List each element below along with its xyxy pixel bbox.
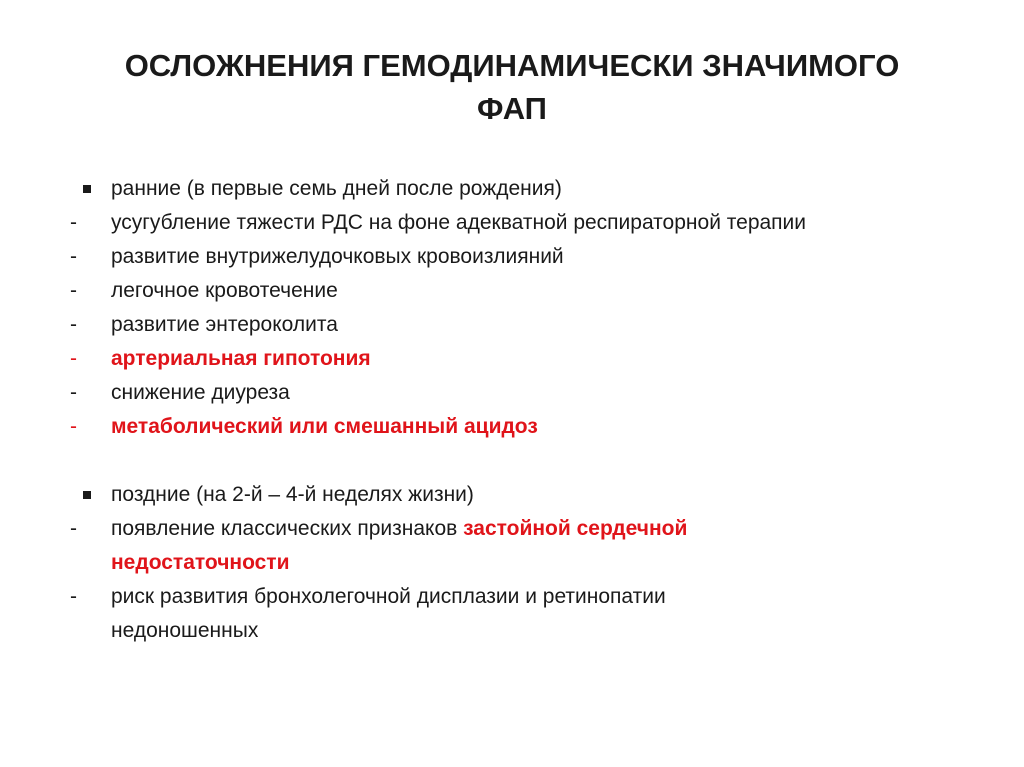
square-bullet-icon <box>70 478 100 512</box>
list-item-text: развитие энтероколита <box>111 313 338 336</box>
list-item-text: риск развития бронхолегочной дисплазии и ретинопатии <box>111 585 666 608</box>
spacer <box>70 444 990 478</box>
early-heading: ранние (в первые семь дней после рождения) <box>111 177 562 200</box>
dash-marker: - <box>70 347 77 370</box>
dash-marker: - <box>70 245 77 268</box>
late-heading-row <box>70 478 990 512</box>
complications-list <box>70 172 990 648</box>
list-item-text: метаболический или смешанный ацидоз <box>111 415 538 438</box>
list-item-highlight <box>70 410 990 444</box>
list-item <box>70 376 990 410</box>
late-heading: поздние (на 2-й – 4-й неделях жизни) <box>111 483 474 506</box>
list-item <box>70 206 990 240</box>
list-item <box>70 240 990 274</box>
list-item <box>70 580 990 614</box>
list-item-prefix: появление классических признаков <box>111 517 464 540</box>
list-item-text: снижение диуреза <box>111 381 290 404</box>
square-bullet-icon <box>70 172 100 206</box>
list-item-text: недоношенных <box>111 619 259 642</box>
title-line-2: ФАП <box>477 91 547 126</box>
title-line-1: ОСЛОЖНЕНИЯ ГЕМОДИНАМИЧЕСКИ ЗНАЧИМОГО <box>124 48 900 83</box>
list-item-text: развитие внутрижелудочковых кровоизлияний <box>111 245 564 268</box>
dash-marker: - <box>70 585 77 608</box>
dash-marker: - <box>70 381 77 404</box>
dash-marker: - <box>70 415 77 438</box>
dash-marker: - <box>70 279 77 302</box>
list-item-continuation <box>70 546 990 580</box>
list-item-text: усугубление тяжести РДС на фоне адекватной респираторной терапии <box>111 211 807 234</box>
list-item-highlight-text: недостаточности <box>111 551 290 574</box>
list-item-text: артериальная гипотония <box>111 347 371 370</box>
dash-marker: - <box>70 517 77 540</box>
list-item-highlight-text: застойной сердечной <box>463 517 688 540</box>
list-item <box>70 308 990 342</box>
list-item-text: легочное кровотечение <box>111 279 338 302</box>
list-item-continuation <box>70 614 990 648</box>
dash-marker: - <box>70 211 77 234</box>
list-item <box>70 512 990 546</box>
dash-marker: - <box>70 313 77 336</box>
list-item-highlight <box>70 342 990 376</box>
slide-title <box>0 44 1024 130</box>
list-item <box>70 274 990 308</box>
early-heading-row <box>70 172 990 206</box>
list-item-text <box>111 512 687 546</box>
